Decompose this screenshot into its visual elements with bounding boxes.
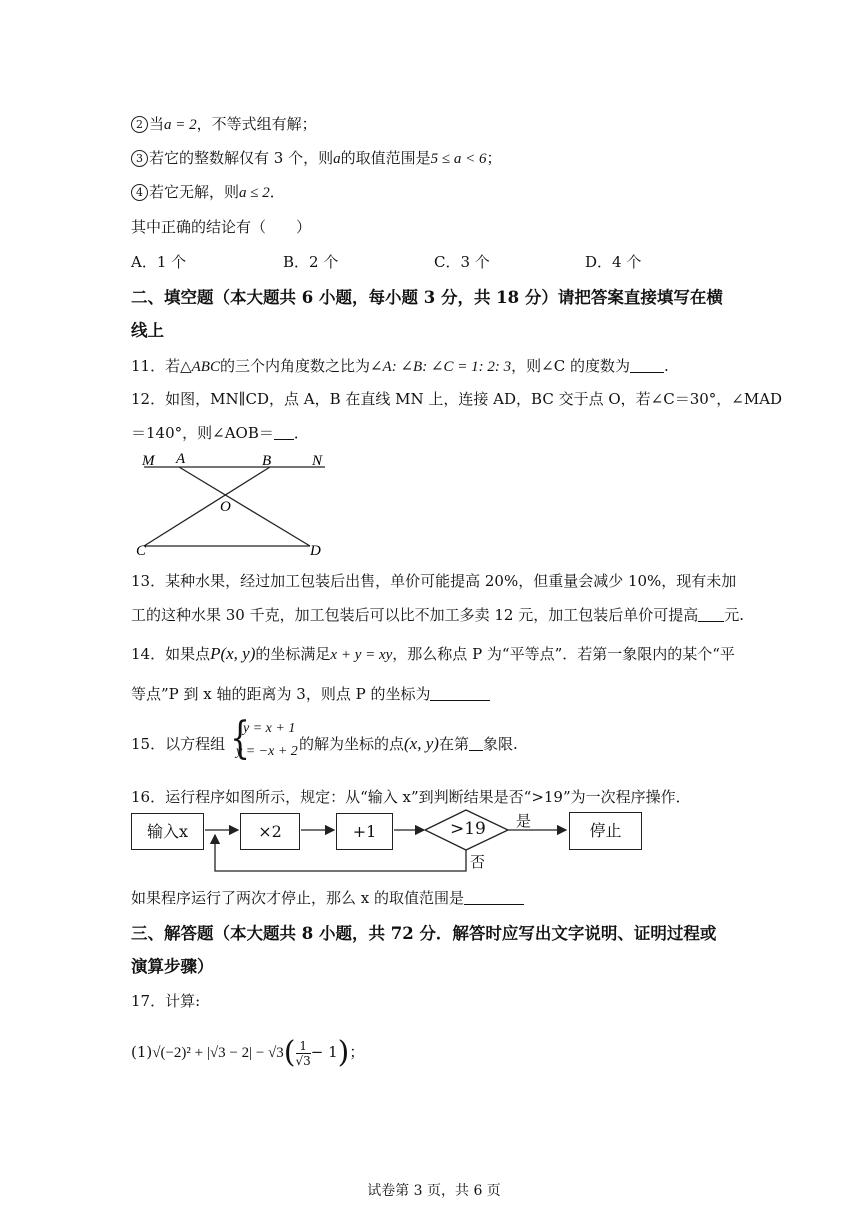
flow-yes-label: 是	[516, 812, 532, 830]
statement-3-range: 5 ≤ a < 6	[430, 151, 487, 167]
q16-line2-text: 如果程序运行了两次才停止，那么 x 的取值范围是	[131, 889, 464, 907]
option-d: D．4 个	[585, 253, 642, 271]
flow-no-label: 否	[470, 853, 486, 871]
fraction-denominator: √3	[295, 1053, 311, 1068]
q14-point: P(x, y)	[210, 644, 256, 663]
q14-post: ，那么称点 P 为“平等点”．若第一象限内的某个“平	[392, 645, 735, 663]
label-c: C	[136, 543, 147, 559]
page-footer: 试卷第 3 页，共 6 页	[367, 1183, 501, 1199]
q17-part1-end: ；	[349, 1043, 365, 1061]
q11-post: ，则∠C 的度数为	[511, 357, 630, 375]
statement-4-cond: a ≤ 2	[239, 185, 270, 201]
label-a: A	[176, 451, 186, 467]
q15-rest	[299, 733, 518, 754]
q17-part1-tail: − 1	[310, 1043, 338, 1061]
flow-add-box: +1	[336, 813, 393, 850]
q13-line2-end: 元.	[724, 606, 745, 624]
q17-title: 17．计算:	[131, 992, 201, 1010]
option-c: C．3 个	[434, 253, 490, 271]
flow-condition-label: >19	[450, 819, 486, 839]
circled-number-4: 4	[131, 184, 148, 201]
q12-line1: 12．如图，MN∥CD，点 A，B 在直线 MN 上，连接 AD，BC 交于点 O，若∠C＝30°，∠MAD	[131, 390, 783, 408]
answer-blank	[630, 358, 664, 373]
section-3-heading-line2: 演算步骤）	[131, 957, 214, 976]
label-m: M	[142, 453, 155, 469]
statement-4-pre: 若它无解，则	[149, 183, 240, 201]
q15-eq1: y = x + 1	[243, 721, 296, 736]
q14-pre: 14．如果点	[131, 645, 211, 663]
answer-blank	[274, 425, 294, 440]
flow-stop-box: 停止	[569, 812, 642, 850]
answer-blank	[469, 736, 483, 751]
flow-input-box: 输入x	[131, 813, 204, 850]
q15-pre: 15．以方程组	[131, 735, 226, 753]
segment-ad	[179, 467, 310, 546]
section-3-heading-line1: 三、解答题（本大题共 8 小题，共 72 分．解答时应写出文字说明、证明过程或	[131, 924, 717, 943]
q16-line2	[131, 887, 524, 908]
q17-part1-label: (1)	[131, 1043, 153, 1061]
statement-4	[131, 181, 285, 202]
statement-3-var: a	[333, 151, 341, 167]
q10-stem: 其中正确的结论有（ ）	[131, 218, 312, 236]
circled-number-2: 2	[131, 116, 148, 133]
segment-bc	[144, 467, 270, 546]
statement-2-eq: a = 2	[164, 117, 197, 133]
statement-3-mid: 的取值范围是	[340, 149, 431, 167]
q17-part1-expr: √(−2)² + |√3 − 2| − √3	[152, 1045, 284, 1061]
paren-open-icon: (	[283, 1035, 296, 1070]
answer-blank	[698, 607, 724, 622]
q14-line2	[131, 683, 490, 704]
fraction-numerator: 1	[296, 1039, 311, 1054]
q12-line2-text: ＝140°，则∠AOB＝	[131, 424, 274, 442]
q13-line2	[131, 604, 744, 625]
q15-point: (x, y)	[404, 734, 439, 753]
q15-mid: 的解为坐标的点	[299, 735, 405, 753]
q12-line2	[131, 422, 309, 443]
q14-line2-text: 等点”P 到 x 轴的距离为 3，则点 P 的坐标为	[131, 685, 431, 703]
statement-4-post: ．	[269, 183, 285, 201]
q13-line1: 13．某种水果，经过加工包装后出售，单价可能提高 20%，但重量会减少 10%，现有未加	[131, 572, 737, 590]
q11-mid: 的三个内角度数之比为	[219, 357, 370, 375]
q17-part1	[131, 1035, 364, 1070]
circled-number-3: 3	[131, 150, 148, 167]
q15-end: 象限.	[482, 735, 518, 753]
geometry-figure	[132, 448, 332, 560]
q11-ratio: ∠A: ∠B: ∠C = 1: 2: 3	[369, 359, 512, 375]
q14-mid: 的坐标满足	[255, 645, 331, 663]
label-o: O	[220, 499, 231, 515]
q12-line2-end: ．	[293, 424, 309, 442]
answer-blank	[464, 890, 524, 905]
q11-pre: 11．若	[131, 357, 181, 375]
brace-icon: {	[230, 713, 250, 764]
q15-post: 在第	[438, 735, 469, 753]
q11-triangle: △ABC	[180, 359, 220, 375]
q15-eq2: y = −x + 2	[236, 744, 298, 759]
q14-line1	[131, 643, 735, 664]
section-2-heading-line2: 线上	[131, 321, 164, 340]
q13-line2-text: 工的这种水果 30 千克，加工包装后可以比不加工多卖 12 元，加工包装后单价可提高	[131, 606, 699, 624]
statement-3-pre: 若它的整数解仅有 3 个，则	[149, 149, 334, 167]
statement-2	[131, 113, 317, 134]
flow-multiply-box: ×2	[240, 813, 300, 850]
label-d: D	[310, 543, 321, 559]
section-2-heading-line1: 二、填空题（本大题共 6 小题，每小题 3 分，共 18 分）请把答案直接填写在横	[131, 288, 723, 307]
q11	[131, 355, 669, 376]
statement-2-post: ，不等式组有解；	[196, 115, 317, 133]
label-b: B	[262, 453, 272, 469]
statement-2-pre: 当	[149, 115, 165, 133]
q11-end: .	[663, 357, 669, 375]
statement-3	[131, 147, 501, 168]
q14-eq: x + y = xy	[330, 647, 393, 663]
answer-blank	[430, 686, 490, 701]
option-a: A．1 个	[131, 253, 187, 271]
statement-3-post: ；	[486, 149, 502, 167]
q16-line1: 16．运行程序如图所示，规定：从“输入 x”到判断结果是否“>19”为一次程序操作．	[131, 788, 691, 806]
fraction	[296, 1039, 311, 1068]
paren-close-icon: )	[337, 1035, 350, 1070]
label-n: N	[312, 453, 323, 469]
option-b: B．2 个	[283, 253, 339, 271]
